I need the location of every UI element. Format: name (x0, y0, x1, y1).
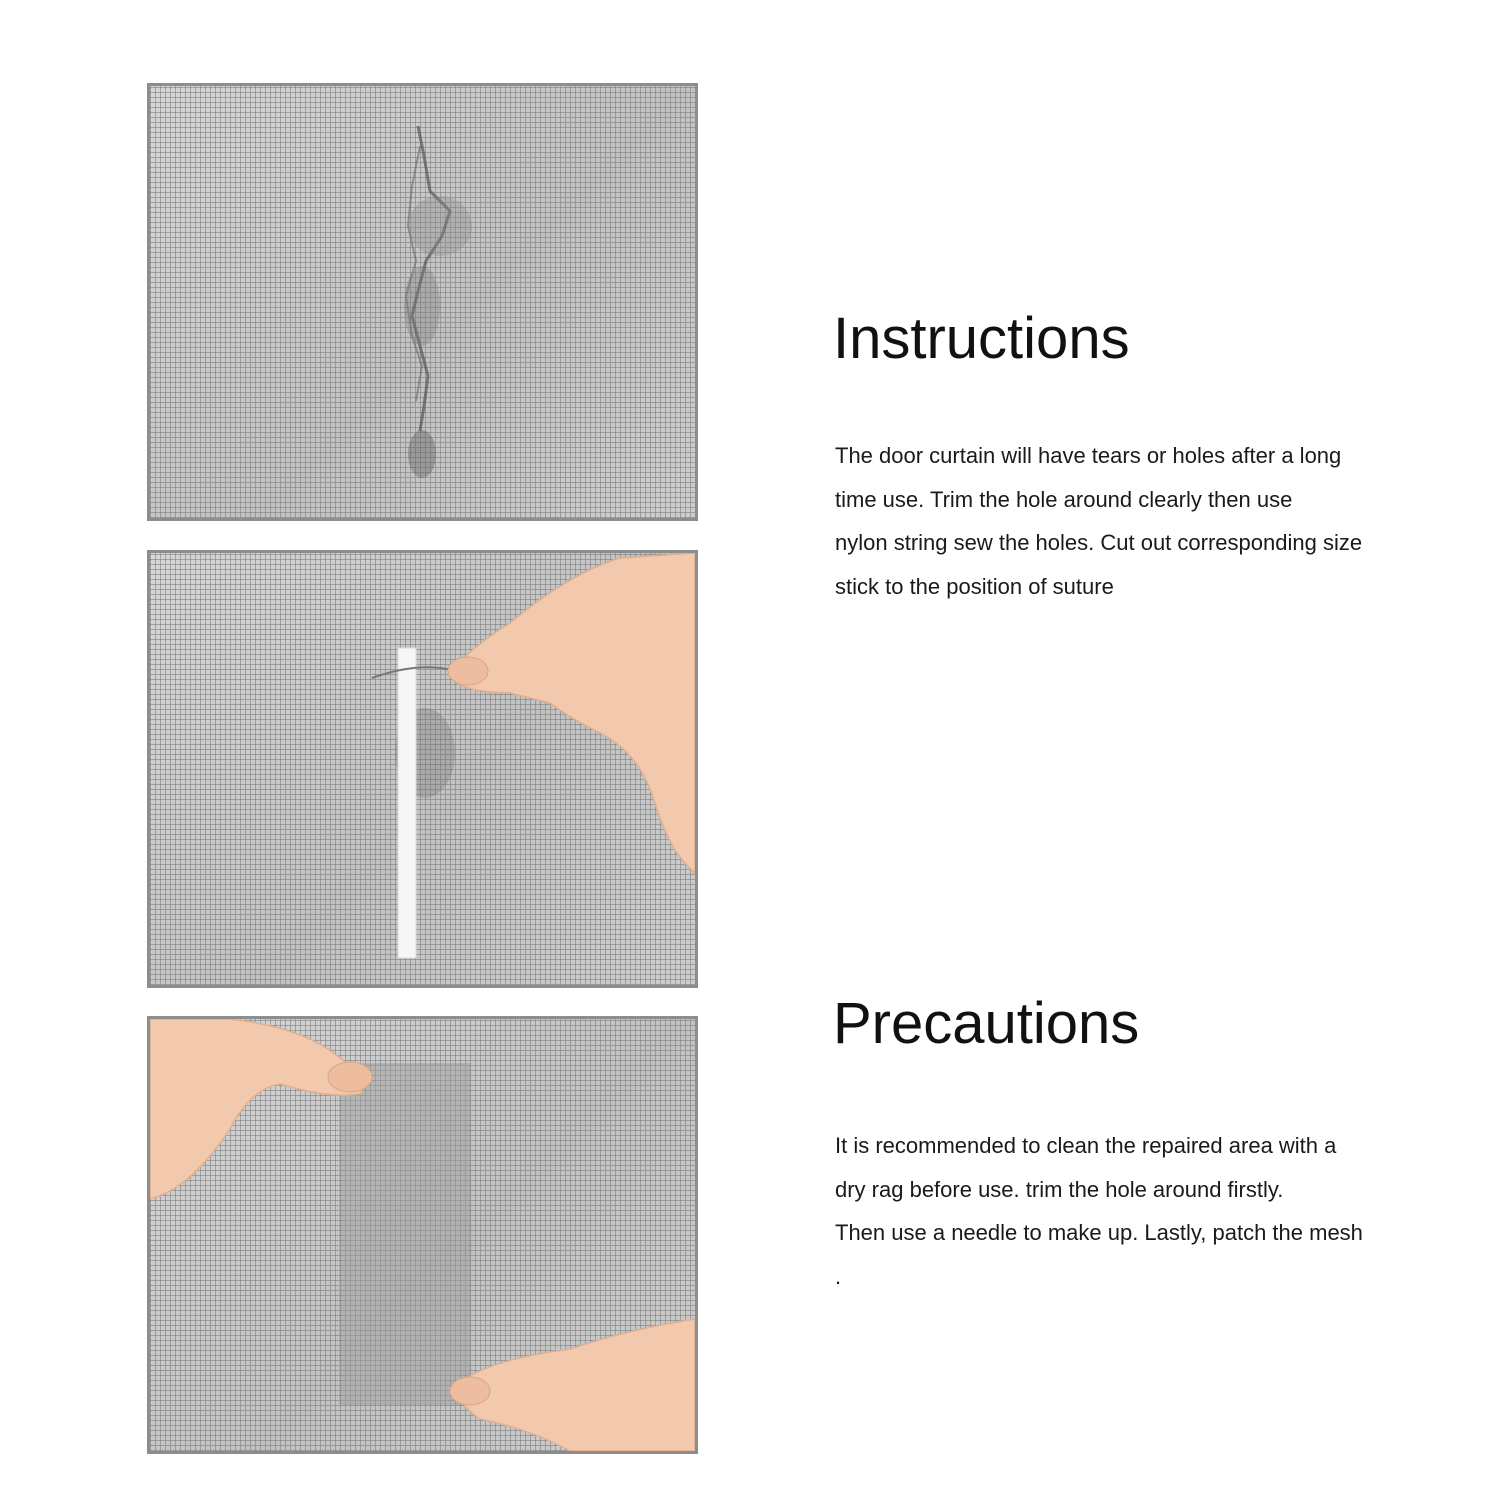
instructions-heading: Instructions (833, 306, 1130, 371)
instructions-line: stick to the position of suture (835, 573, 1114, 599)
sewing-mesh-photo (147, 550, 698, 988)
instructions-line: time use. Trim the hole around clearly then use (835, 486, 1293, 512)
precautions-text (835, 1124, 1455, 1298)
torn-mesh-photo (147, 83, 698, 521)
sewing-hand-illustration (150, 553, 695, 985)
precautions-line: It is recommended to clean the repaired area with a (835, 1133, 1337, 1158)
instructions-line: The door curtain will have tears or holes after a long (835, 443, 1342, 468)
instructions-line: nylon string sew the holes. Cut out corresponding size (835, 530, 1363, 555)
patch-hands-illustration (150, 1019, 695, 1451)
precautions-line: Then use a needle to make up. Lastly, patch the mesh (835, 1220, 1363, 1245)
precautions-heading: Precautions (833, 991, 1140, 1056)
mesh-tear-illustration (150, 86, 695, 518)
instructions-text (835, 434, 1455, 608)
precautions-line: . (835, 1263, 842, 1289)
precautions-line: dry rag before use. trim the hole around firstly. (835, 1176, 1284, 1202)
patching-mesh-photo (147, 1016, 698, 1454)
